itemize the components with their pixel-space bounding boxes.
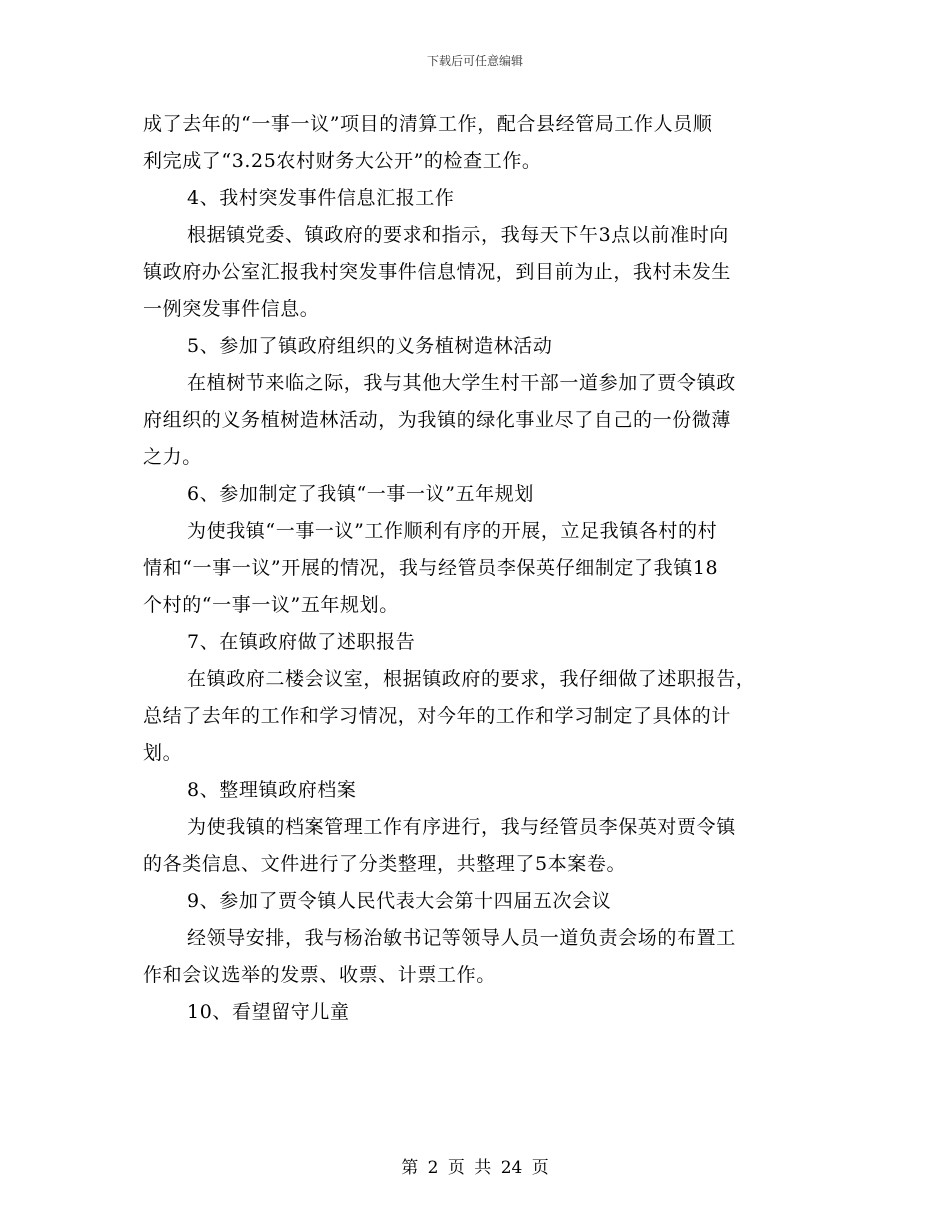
text-line: 一例突发事件信息。 [143,298,320,320]
text-line: 为使我镇的档案管理工作有序进行，我与经管员李保英对贾令镇 [187,816,736,838]
text-line: 在植树节来临之际，我与其他大学生村干部一道参加了贾令镇政 [187,372,736,394]
text-line: 划。 [143,742,183,764]
text-line: 4、我村突发事件信息汇报工作 [187,187,455,209]
text-line: 之力。 [143,446,202,468]
document-body [143,106,807,1031]
text-line: 在镇政府二楼会议室，根据镇政府的要求，我仔细做了述职报告， [187,668,756,690]
text-line: 8、整理镇政府档案 [187,779,357,801]
text-line: 10、看望留守儿童 [187,1001,350,1023]
text-line: 个村的“一事一议”五年规划。 [143,594,399,616]
text-line: 府组织的义务植树造林活动，为我镇的绿化事业尽了自己的一份微薄 [143,409,732,431]
text-line: 利完成了“3.25农村财务大公开”的检查工作。 [143,150,542,172]
text-line: 根据镇党委、镇政府的要求和指示，我每天下午3点以前准时向 [187,224,729,246]
text-line: 总结了去年的工作和学习情况，对今年的工作和学习制定了具体的计 [143,705,732,727]
text-line: 作和会议选举的发票、收票、计票工作。 [143,964,496,986]
text-line: 成了去年的“一事一议”项目的清算工作，配合县经管局工作人员顺 [143,113,713,135]
page-header-note: 下载后可任意编辑 [426,54,523,68]
text-line: 6、参加制定了我镇“一事一议”五年规划 [187,483,534,505]
text-line: 5、参加了镇政府组织的义务植树造林活动 [187,335,553,357]
text-line: 情和“一事一议”开展的情况，我与经管员李保英仔细制定了我镇18 [143,557,719,579]
text-line: 9、参加了贾令镇人民代表大会第十四届五次会议 [187,890,612,912]
text-line: 为使我镇“一事一议”工作顺利有序的开展，立足我镇各村的村 [187,520,718,542]
text-line: 7、在镇政府做了述职报告 [187,631,416,653]
text-line: 镇政府办公室汇报我村突发事件信息情况，到目前为止，我村未发生 [143,261,732,283]
text-line: 的各类信息、文件进行了分类整理，共整理了5本案卷。 [143,853,627,875]
page-number-footer: 第 2 页 共 24 页 [401,1158,549,1178]
text-line: 经领导安排，我与杨治敏书记等领导人员一道负责会场的布置工 [187,927,736,949]
